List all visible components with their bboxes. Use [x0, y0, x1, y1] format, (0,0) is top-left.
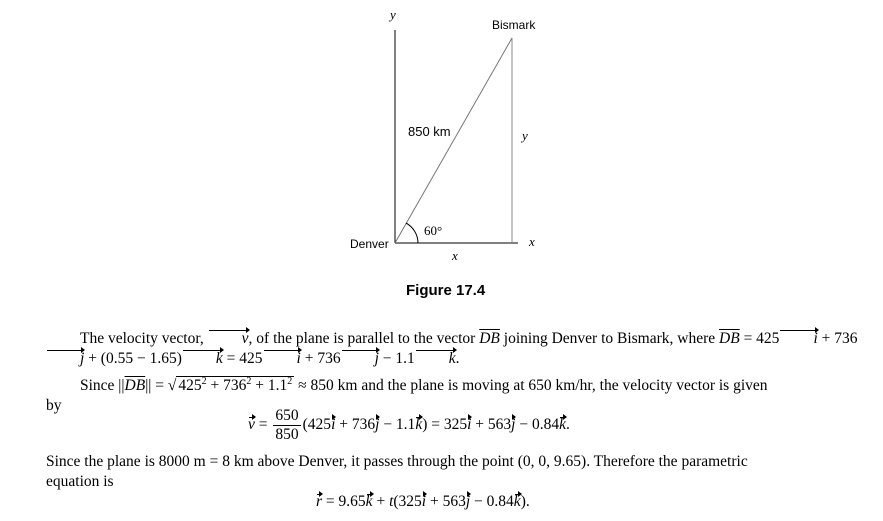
- vector-DB: $\overline{DB}$: [479, 330, 500, 347]
- hypotenuse: [395, 38, 512, 243]
- paragraph-since-norm: Since $||\overline{DB}||$ = √ $425^2 + 736^2 + 1.1^2 \approx 850$ km and the plane is moving at 650 km/hr, the velocity vector is given by: [46, 376, 768, 415]
- paragraph-parametric: Since the plane is 8000 m = 8 km above Denver, it passes through the point (0, 0, 9.65). Therefore the parametric equation is: [46, 453, 748, 490]
- bismark-label: Bismark: [492, 18, 536, 32]
- vector-v: v: [208, 329, 249, 349]
- y-axis-label: y: [390, 7, 396, 22]
- velocity-equation: v = $\frac{650}{850}$ (425i + 736j − 1.1k) = 325i + 563j − 0.84k.: [248, 407, 570, 443]
- distance-label: 850 km: [408, 124, 451, 139]
- denver-label: Denver: [350, 237, 389, 251]
- angle-label: 60°: [424, 223, 443, 238]
- paragraph-velocity-vector: The velocity vector, v, of the plane is parallel to the vector $\overline{DB}$ joining Denver to Bismark, where $\overline{DB} = 425$ i + 736j + (0.55 − 1.65) k = 425 i + 736 j − 1.1 k.: [46, 329, 876, 369]
- parametric-equation: r = 9.65k + t(325i + 563j − 0.84k).: [316, 493, 530, 510]
- fraction-650-850: $\frac{650}{850}$: [275, 407, 299, 443]
- sqrt-expression: $425^2 + 736^2 + 1.1^2$: [178, 376, 293, 395]
- angle-arc: [406, 223, 418, 243]
- x-axis-label: x: [529, 234, 535, 249]
- figure-caption: Figure 17.4: [406, 282, 486, 299]
- x-side-label: x: [452, 248, 458, 263]
- y-side-label: y: [522, 128, 528, 143]
